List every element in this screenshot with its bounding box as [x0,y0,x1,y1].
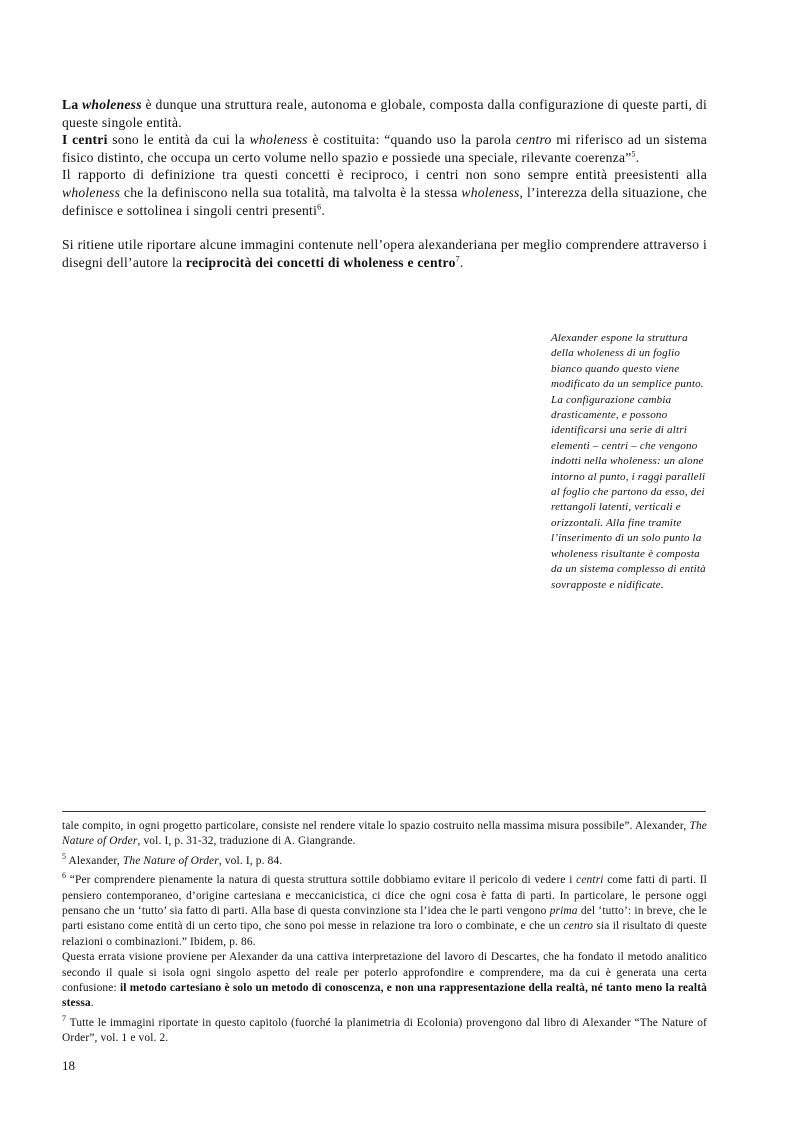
paragraph-centri-definition: I centri sono le entità da cui la wholeness è costituita: “quando uso la parola centro mi riferisco ad un sistema fisico distinto, che occupa un certo volume nello spazio e possiede una speciale, rilevante coerenza”$^5$. [62,132,707,165]
footnote-divider [62,811,706,812]
paragraph-wholeness-definition [62,96,707,131]
emphasis-reciprocity: reciprocità dei concetti di wholeness e centro [185,254,456,270]
footnote-ref-6[interactable]: 6 [317,202,322,212]
figure-caption: Alexander espone la struttura della wholeness di un foglio bianco quando questo viene modificato da un semplice punto. La configurazione cambia drasticamente, e possono identificarsi una serie di altri elementi – centri – che vengono indotti nella wholeness: un alone intorno al punto, i raggi paralleli al foglio che partono da esso, dei rettangoli latenti, verticali e orizzontali. Alla fine tramite l’inserimento di un solo punto la wholeness risultante è composta da un sistema complesso di entità sovrapposte e nidificate. [551,332,706,591]
page-number: 18 [62,1058,75,1073]
footnotes [62,819,707,1047]
footnote-5: $^5$ Alexander, The Nature of Order, vol. I, p. 84. [62,852,283,867]
emphasis-cartesian-method: il metodo cartesiano è solo un metodo di conoscenza, e non una rappresentazione della realtà, né tanto meno la realtà stessa [62,982,708,1010]
paragraph-images-intro: Si ritiene utile riportare alcune immagini contenute nell’opera alexanderiana per meglio comprendere attraverso i disegni dell’autore la reciprocità dei concetti di wholeness e centro$^7$. [62,237,707,270]
footnote-number: 6 [62,871,67,881]
footnote-continuation: tale compito, in ogni progetto particolare, consiste nel rendere vitale lo spazio costruito nella massima misura possibile”. Alexander, The Nature of Order, vol. I, p. 31-32, traduzione di A. Giangrande. [62,820,707,848]
footnote-ref-7[interactable]: 7 [455,254,460,264]
term-wholeness: wholeness [82,97,142,112]
footnote-7: $^7$ Tutte le immagini riportate in questo capitolo (fuorché la planimetria di Ecolonia) provengono dal libro di Alexander “The Nature of Order”, vol. 1 e vol. 2. [62,1014,707,1045]
paragraph-reciprocal-relation: Il rapporto di definizione tra questi concetti è reciproco, i centri non sono sempre entità preesistenti alla wholeness che la definiscono nella sua totalità, ma talvolta è la stessa wholeness, l’interezza della situazione, che definisce e sottolinea i singoli centri presenti$^6$. [62,167,707,218]
footnote-ref-5[interactable]: 5 [631,149,636,159]
paragraph-text: è dunque una struttura reale, autonoma e globale, composta dalla configurazione di queste parti, di queste singole entità. [62,97,707,130]
footnote-6: $^6$ “Per comprendere pienamente la natura di questa struttura sottile dobbiamo evitare il pericolo di vedere i centri come fatti di parti. Il pensiero contemporaneo, d’origine cartesiana e meccanicistica, ci dice che ogni cosa è fatta di parti. In particolare, le persone oggi pensano che un ‘tutto’ sia fatto di parti. Alla base di questa convinzione sta l’idea che le parti vengono prima del ‘tutto’: in breve, che le parti esistano come entità di un certo tipo, che sono poi messe in relazione tra loro o combinate, e che un centro sia il risultato di queste relazioni o combinazioni.” Ibidem, p. 86. [62,871,708,948]
term-la: La [62,97,79,112]
main-text [62,96,707,271]
footnote-number: 7 [62,1014,67,1024]
footnote-number: 5 [62,852,67,862]
term-centri: I centri [62,132,108,148]
footnote-6-continuation: Questa errata visione proviene per Alexander da una cattiva interpretazione del lavoro di Descartes, che ha fondato il metodo analitico secondo il quale si isola ogni singolo aspetto del reale per poterlo approfondire e comprendere, ma da cui è generata una certa confusione: il metodo cartesiano è solo un metodo di conoscenza, e non una rappresentazione della realtà, né tanto meno la realtà stessa. [62,951,708,1010]
